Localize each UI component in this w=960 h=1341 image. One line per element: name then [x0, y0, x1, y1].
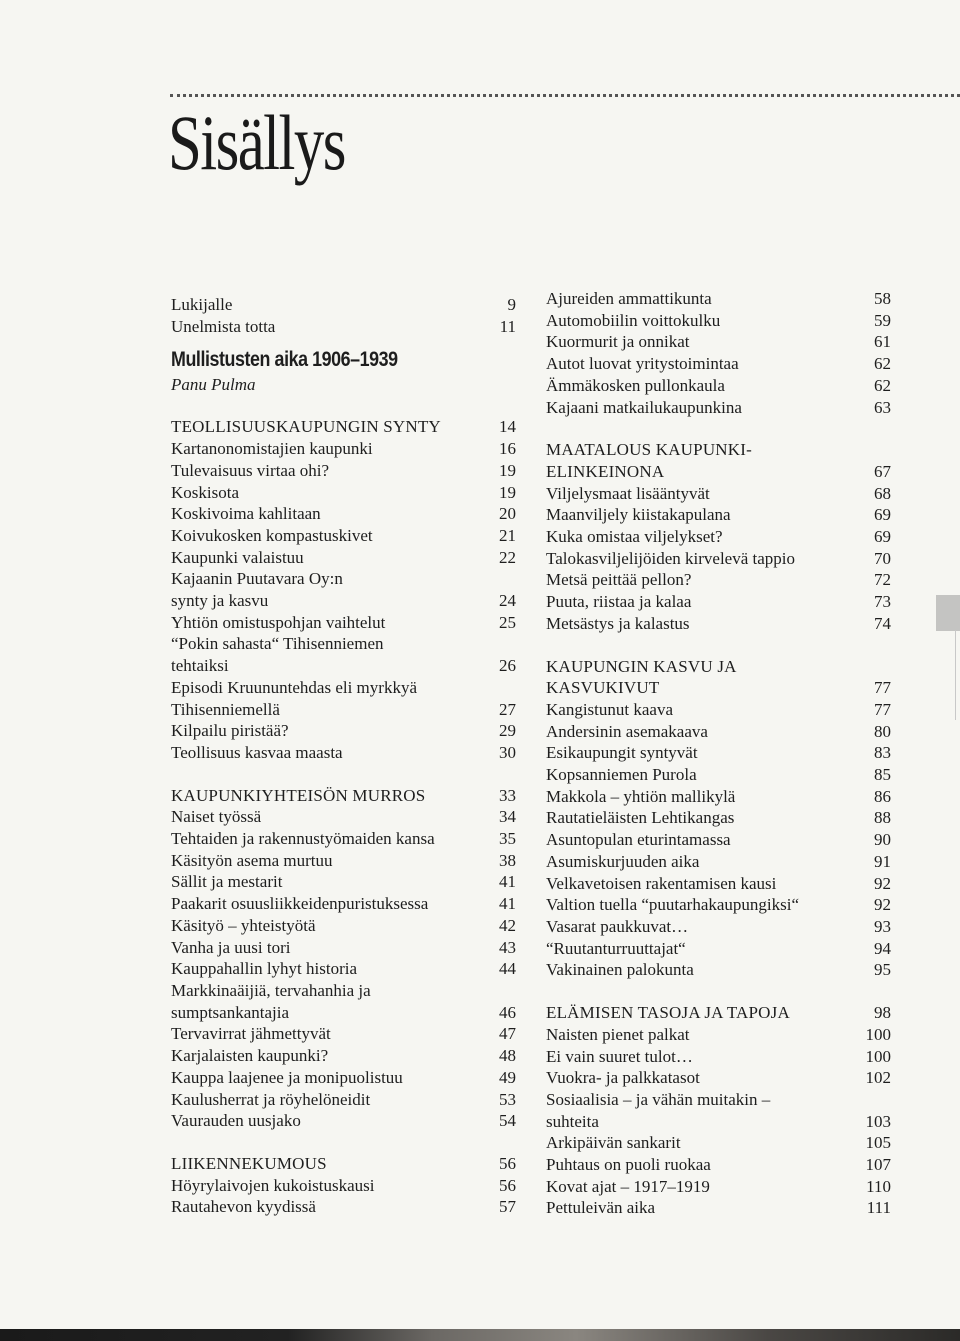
entry-page-number: 56 — [499, 1153, 516, 1173]
entry-title: Käsityön asema murtuu — [171, 850, 333, 870]
entry-title: Arkipäivän sankarit — [546, 1133, 681, 1153]
toc-entry — [546, 807, 891, 829]
entry-page-number: 24 — [499, 591, 516, 611]
entry-page-number: 100 — [865, 1046, 891, 1066]
entry-title: Vaurauden uusjako — [171, 1111, 301, 1131]
entry-title: Ämmäkosken pullonkaula — [546, 375, 725, 395]
toc-entry — [171, 958, 516, 980]
toc-entry — [546, 288, 891, 310]
toc-entry — [171, 590, 516, 612]
entry-title: Vasarat paukkuvat… — [546, 916, 689, 936]
entry-title: Rautahevon kyydissä — [171, 1197, 316, 1217]
toc-entry — [546, 331, 891, 353]
entry-page-number: 62 — [874, 354, 891, 374]
entry-title: Kartanonomistajien kaupunki — [171, 439, 373, 459]
entry-title: Tihisenniemellä — [171, 699, 280, 719]
toc-entry — [546, 1111, 891, 1133]
entry-page-number: 34 — [499, 807, 516, 827]
toc-entry — [171, 482, 516, 504]
toc-entry — [546, 786, 891, 808]
section-gap — [171, 1132, 516, 1153]
section-heading — [546, 677, 891, 699]
entry-title: Kuormurit ja onnikat — [546, 332, 690, 352]
entry-title: suhteita — [546, 1111, 599, 1131]
entry-title: Viljelysmaat lisääntyvät — [546, 483, 710, 503]
entry-page-number: 68 — [874, 483, 891, 503]
entry-page-number: 21 — [499, 525, 516, 545]
toc-entry — [546, 375, 891, 397]
toc-entry — [171, 1175, 516, 1197]
entry-title: Kilpailu piristää? — [171, 721, 289, 741]
entry-page-number: 20 — [499, 504, 516, 524]
toc-entry — [171, 937, 516, 959]
entry-page-number: 56 — [499, 1175, 516, 1195]
left-sections — [171, 416, 516, 1218]
entry-page-number: 11 — [499, 316, 516, 336]
entry-title: Kuka omistaa viljelykset? — [546, 527, 723, 547]
toc-entry — [546, 721, 891, 743]
entry-title: Karjalaisten kaupunki? — [171, 1046, 329, 1066]
entry-page-number: 19 — [499, 482, 516, 502]
entry-page-number: 25 — [499, 612, 516, 632]
entry-page-number: 30 — [499, 742, 516, 762]
toc-entry — [171, 655, 516, 677]
entry-title: Vanha ja uusi tori — [171, 937, 291, 957]
entry-title: Asumiskurjuuden aika — [546, 851, 700, 871]
section-heading — [546, 656, 891, 678]
toc-entry — [546, 591, 891, 613]
toc-entry — [171, 828, 516, 850]
entry-page-number: 86 — [874, 786, 891, 806]
entry-title: Maanviljely kiistakapulana — [546, 505, 731, 525]
section-heading — [171, 785, 516, 807]
entry-title: Naisten pienet palkat — [546, 1024, 690, 1044]
toc-entry — [546, 569, 891, 591]
entry-page-number: 16 — [499, 439, 516, 459]
entry-title: Puhtaus on puoli ruokaa — [546, 1155, 711, 1175]
toc-entry — [546, 310, 891, 332]
toc-entry — [546, 1024, 891, 1046]
page-edge-line — [955, 630, 956, 720]
toc-entry — [546, 873, 891, 895]
toc-entry — [171, 742, 516, 764]
entry-page-number: 62 — [874, 375, 891, 395]
toc-entry — [171, 893, 516, 915]
entry-title: Tulevaisuus virtaa ohi? — [171, 460, 330, 480]
entry-title: “Ruutanturruuttajat“ — [546, 938, 686, 958]
toc-entry — [546, 483, 891, 505]
toc-entry — [546, 1089, 891, 1111]
toc-entry — [546, 504, 891, 526]
entry-page-number: 94 — [874, 938, 891, 958]
entry-page-number: 19 — [499, 460, 516, 480]
entry-page-number: 63 — [874, 397, 891, 417]
entry-page-number: 26 — [499, 656, 516, 676]
toc-entry — [546, 916, 891, 938]
toc-entry — [546, 938, 891, 960]
entry-title: Naiset työssä — [171, 807, 262, 827]
toc-entry — [546, 1197, 891, 1219]
entry-page-number: 72 — [874, 570, 891, 590]
entry-page-number: 38 — [499, 850, 516, 870]
toc-entry — [171, 633, 516, 655]
entry-page-number: 42 — [499, 915, 516, 935]
toc-entry — [171, 871, 516, 893]
toc-entry — [171, 316, 516, 338]
toc-entry — [171, 806, 516, 828]
section-gap — [546, 635, 891, 656]
entry-page-number: 88 — [874, 808, 891, 828]
entry-title: LIIKENNEKUMOUS — [171, 1153, 327, 1173]
entry-title: KAUPUNGIN KASVU JA — [546, 656, 737, 676]
entry-page-number: 100 — [865, 1024, 891, 1044]
entry-title: Automobiilin voittokulku — [546, 310, 721, 330]
entry-title: Rautatieläisten Lehtikangas — [546, 808, 735, 828]
toc-entry — [171, 677, 516, 699]
toc-entry — [546, 829, 891, 851]
entry-title: Ei vain suuret tulot… — [546, 1046, 693, 1066]
entry-title: Koivukosken kompastuskivet — [171, 525, 373, 545]
entry-title: Paakarit osuusliikkeidenpuristuksessa — [171, 894, 429, 914]
section-heading — [546, 1002, 891, 1024]
toc-entry — [171, 547, 516, 569]
entry-title: Kajaani matkailukaupunkina — [546, 397, 742, 417]
toc-entry — [171, 1045, 516, 1067]
entry-title: Asuntopulan eturintamassa — [546, 830, 731, 850]
entry-page-number: 54 — [499, 1111, 516, 1131]
entry-page-number: 77 — [874, 678, 891, 698]
entry-page-number: 90 — [874, 830, 891, 850]
section-heading — [171, 416, 516, 438]
toc-entry — [546, 397, 891, 419]
right-sections — [546, 288, 891, 1219]
entry-title: Makkola – yhtiön mallikylä — [546, 786, 736, 806]
toc-entry — [546, 1132, 891, 1154]
toc-entry — [171, 980, 516, 1002]
section-gap — [546, 981, 891, 1002]
toc-entry — [546, 548, 891, 570]
toc-entry — [171, 525, 516, 547]
entry-page-number: 80 — [874, 721, 891, 741]
entry-page-number: 111 — [866, 1198, 891, 1218]
toc-entry — [546, 742, 891, 764]
entry-page-number: 70 — [874, 548, 891, 568]
toc-entry — [171, 1110, 516, 1132]
entry-title: Tervavirrat jähmettyvät — [171, 1024, 331, 1044]
entry-title: TEOLLISUUSKAUPUNGIN SYNTY — [171, 417, 441, 437]
entry-title: Talokasviljelijöiden kirvelevä tappio — [546, 548, 796, 568]
toc-entry — [171, 915, 516, 937]
entry-page-number: 29 — [499, 721, 516, 741]
entry-page-number: 9 — [507, 295, 516, 314]
entry-title: Kopsanniemen Purola — [546, 765, 697, 785]
toc-entry — [171, 1002, 516, 1024]
entry-page-number: 22 — [499, 547, 516, 567]
toc-entry — [546, 699, 891, 721]
entry-page-number: 59 — [874, 310, 891, 330]
entry-page-number: 69 — [874, 505, 891, 525]
entry-title: KAUPUNKIYHTEISÖN MURROS — [171, 785, 426, 805]
entry-title: Kauppahallin lyhyt historia — [171, 959, 358, 979]
toc-entry — [171, 699, 516, 721]
entry-page-number: 92 — [874, 873, 891, 893]
entry-title: Kangistunut kaava — [546, 699, 673, 719]
entry-page-number: 98 — [874, 1003, 891, 1023]
entry-title: Koskisota — [171, 482, 239, 502]
section-heading — [546, 461, 891, 483]
toc-entry — [171, 850, 516, 872]
entry-page-number: 48 — [499, 1046, 516, 1066]
entry-title: Tehtaiden ja rakennustyömaiden kansa — [171, 829, 435, 849]
toc-entry — [171, 438, 516, 460]
toc-entry — [546, 959, 891, 981]
toc-entry — [546, 1067, 891, 1089]
entry-title: Vakinainen palokunta — [546, 960, 694, 980]
entry-title: Kovat ajat – 1917–1919 — [546, 1176, 710, 1196]
toc-entry — [546, 1176, 891, 1198]
entry-title: Kajaanin Puutavara Oy:n — [171, 569, 343, 589]
entry-title: tehtaiksi — [171, 656, 229, 676]
entry-page-number: 67 — [874, 461, 891, 481]
entry-page-number: 57 — [499, 1197, 516, 1217]
entry-title: Episodi Kruununtehdas eli myrkkyä — [171, 677, 417, 697]
toc-entry — [171, 1196, 516, 1218]
entry-page-number: 27 — [499, 699, 516, 719]
intro-entries — [171, 294, 516, 337]
entry-page-number: 95 — [874, 960, 891, 980]
page-edge-marker — [936, 595, 960, 631]
entry-page-number: 41 — [499, 894, 516, 914]
entry-page-number: 85 — [874, 765, 891, 785]
entry-title: Ajureiden ammattikunta — [546, 289, 712, 308]
entry-title: Metsä peittää pellon? — [546, 570, 692, 590]
entry-title: Metsästys ja kalastus — [546, 613, 690, 633]
toc-entry — [546, 353, 891, 375]
toc-entry — [546, 1154, 891, 1176]
entry-title: Vuokra- ja palkkatasot — [546, 1068, 700, 1088]
entry-title: Andersinin asemakaava — [546, 721, 708, 741]
entry-title: Pettuleivän aika — [546, 1198, 656, 1218]
toc-entry — [546, 526, 891, 548]
entry-page-number: 58 — [874, 289, 891, 308]
entry-title: Valtion tuella “puutarhakaupungiksi“ — [546, 895, 800, 915]
scanner-edge — [0, 1329, 960, 1341]
entry-title: Yhtiön omistuspohjan vaihtelut — [171, 612, 386, 632]
entry-title: Sosiaalisia – ja vähän muitakin – — [546, 1089, 771, 1109]
entry-page-number: 93 — [874, 916, 891, 936]
toc-entry — [171, 1023, 516, 1045]
entry-title: “Pokin sahasta“ Tihisenniemen — [171, 634, 384, 654]
toc-right-column — [546, 288, 891, 1219]
part-title: Mullistusten aika 1906–1939 — [171, 348, 398, 372]
entry-page-number: 92 — [874, 895, 891, 915]
entry-page-number: 105 — [865, 1133, 891, 1153]
toc-entry — [546, 764, 891, 786]
section-gap — [546, 418, 891, 439]
entry-title: ELÄMISEN TASOJA JA TAPOJA — [546, 1003, 790, 1023]
entry-page-number: 44 — [499, 959, 516, 979]
entry-title: MAATALOUS KAUPUNKI- — [546, 440, 752, 460]
entry-page-number: 77 — [874, 699, 891, 719]
toc-entry — [546, 851, 891, 873]
entry-page-number: 91 — [874, 851, 891, 871]
entry-page-number: 35 — [499, 829, 516, 849]
entry-page-number: 53 — [499, 1089, 516, 1109]
toc-entry — [171, 568, 516, 590]
entry-title: synty ja kasvu — [171, 591, 269, 611]
toc-entry — [171, 294, 516, 316]
entry-title: Teollisuus kasvaa maasta — [171, 742, 343, 762]
entry-page-number: 47 — [499, 1024, 516, 1044]
entry-title: Velkavetoisen rakentamisen kausi — [546, 873, 777, 893]
section-gap — [171, 764, 516, 785]
entry-page-number: 73 — [874, 592, 891, 612]
entry-page-number: 69 — [874, 527, 891, 547]
toc-entry — [171, 720, 516, 742]
entry-title: Puuta, riistaa ja kalaa — [546, 592, 692, 612]
entry-title: Esikaupungit syntyvät — [546, 743, 698, 763]
entry-title: Sällit ja mestarit — [171, 872, 283, 892]
entry-title: Unelmista totta — [171, 316, 276, 336]
entry-title: Höyrylaivojen kukoistuskausi — [171, 1175, 375, 1195]
toc-entry — [171, 460, 516, 482]
entry-title: Lukijalle — [171, 295, 233, 314]
toc-entry — [546, 613, 891, 635]
entry-title: Käsityö – yhteistyötä — [171, 915, 316, 935]
entry-page-number: 74 — [874, 613, 891, 633]
entry-page-number: 61 — [874, 332, 891, 352]
toc-entry — [171, 1089, 516, 1111]
part-author: Panu Pulma — [171, 375, 256, 395]
toc-entry — [171, 612, 516, 634]
entry-title: Kaulusherrat ja röyhelöneidit — [171, 1089, 371, 1109]
entry-page-number: 107 — [865, 1155, 891, 1175]
toc-entry — [171, 503, 516, 525]
entry-title: ELINKEINONA — [546, 461, 665, 481]
page-title: Sisällys — [168, 99, 345, 186]
entry-title: Kaupunki valaistuu — [171, 547, 304, 567]
entry-title: sumptsankantajia — [171, 1002, 290, 1022]
entry-page-number: 103 — [865, 1111, 891, 1131]
entry-title: Koskivoima kahlitaan — [171, 504, 321, 524]
entry-page-number: 102 — [865, 1068, 891, 1088]
entry-page-number: 83 — [874, 743, 891, 763]
entry-page-number: 41 — [499, 872, 516, 892]
toc-entry — [171, 1067, 516, 1089]
entry-page-number: 110 — [866, 1176, 891, 1196]
entry-title: Kauppa laajenee ja monipuolistuu — [171, 1067, 403, 1087]
section-heading — [546, 439, 891, 461]
entry-title: KASVUKIVUT — [546, 678, 660, 698]
entry-page-number: 33 — [499, 785, 516, 805]
entry-title: Markkinaäijiä, tervahanhia ja — [171, 980, 371, 1000]
toc-left-column — [171, 294, 516, 1218]
entry-page-number: 49 — [499, 1067, 516, 1087]
section-heading — [171, 1153, 516, 1175]
entry-title: Autot luovat yritystoimintaa — [546, 354, 739, 374]
entry-page-number: 43 — [499, 937, 516, 957]
toc-entry — [546, 894, 891, 916]
toc-entry — [546, 1046, 891, 1068]
entry-page-number: 14 — [499, 417, 516, 437]
entry-page-number: 46 — [499, 1002, 516, 1022]
